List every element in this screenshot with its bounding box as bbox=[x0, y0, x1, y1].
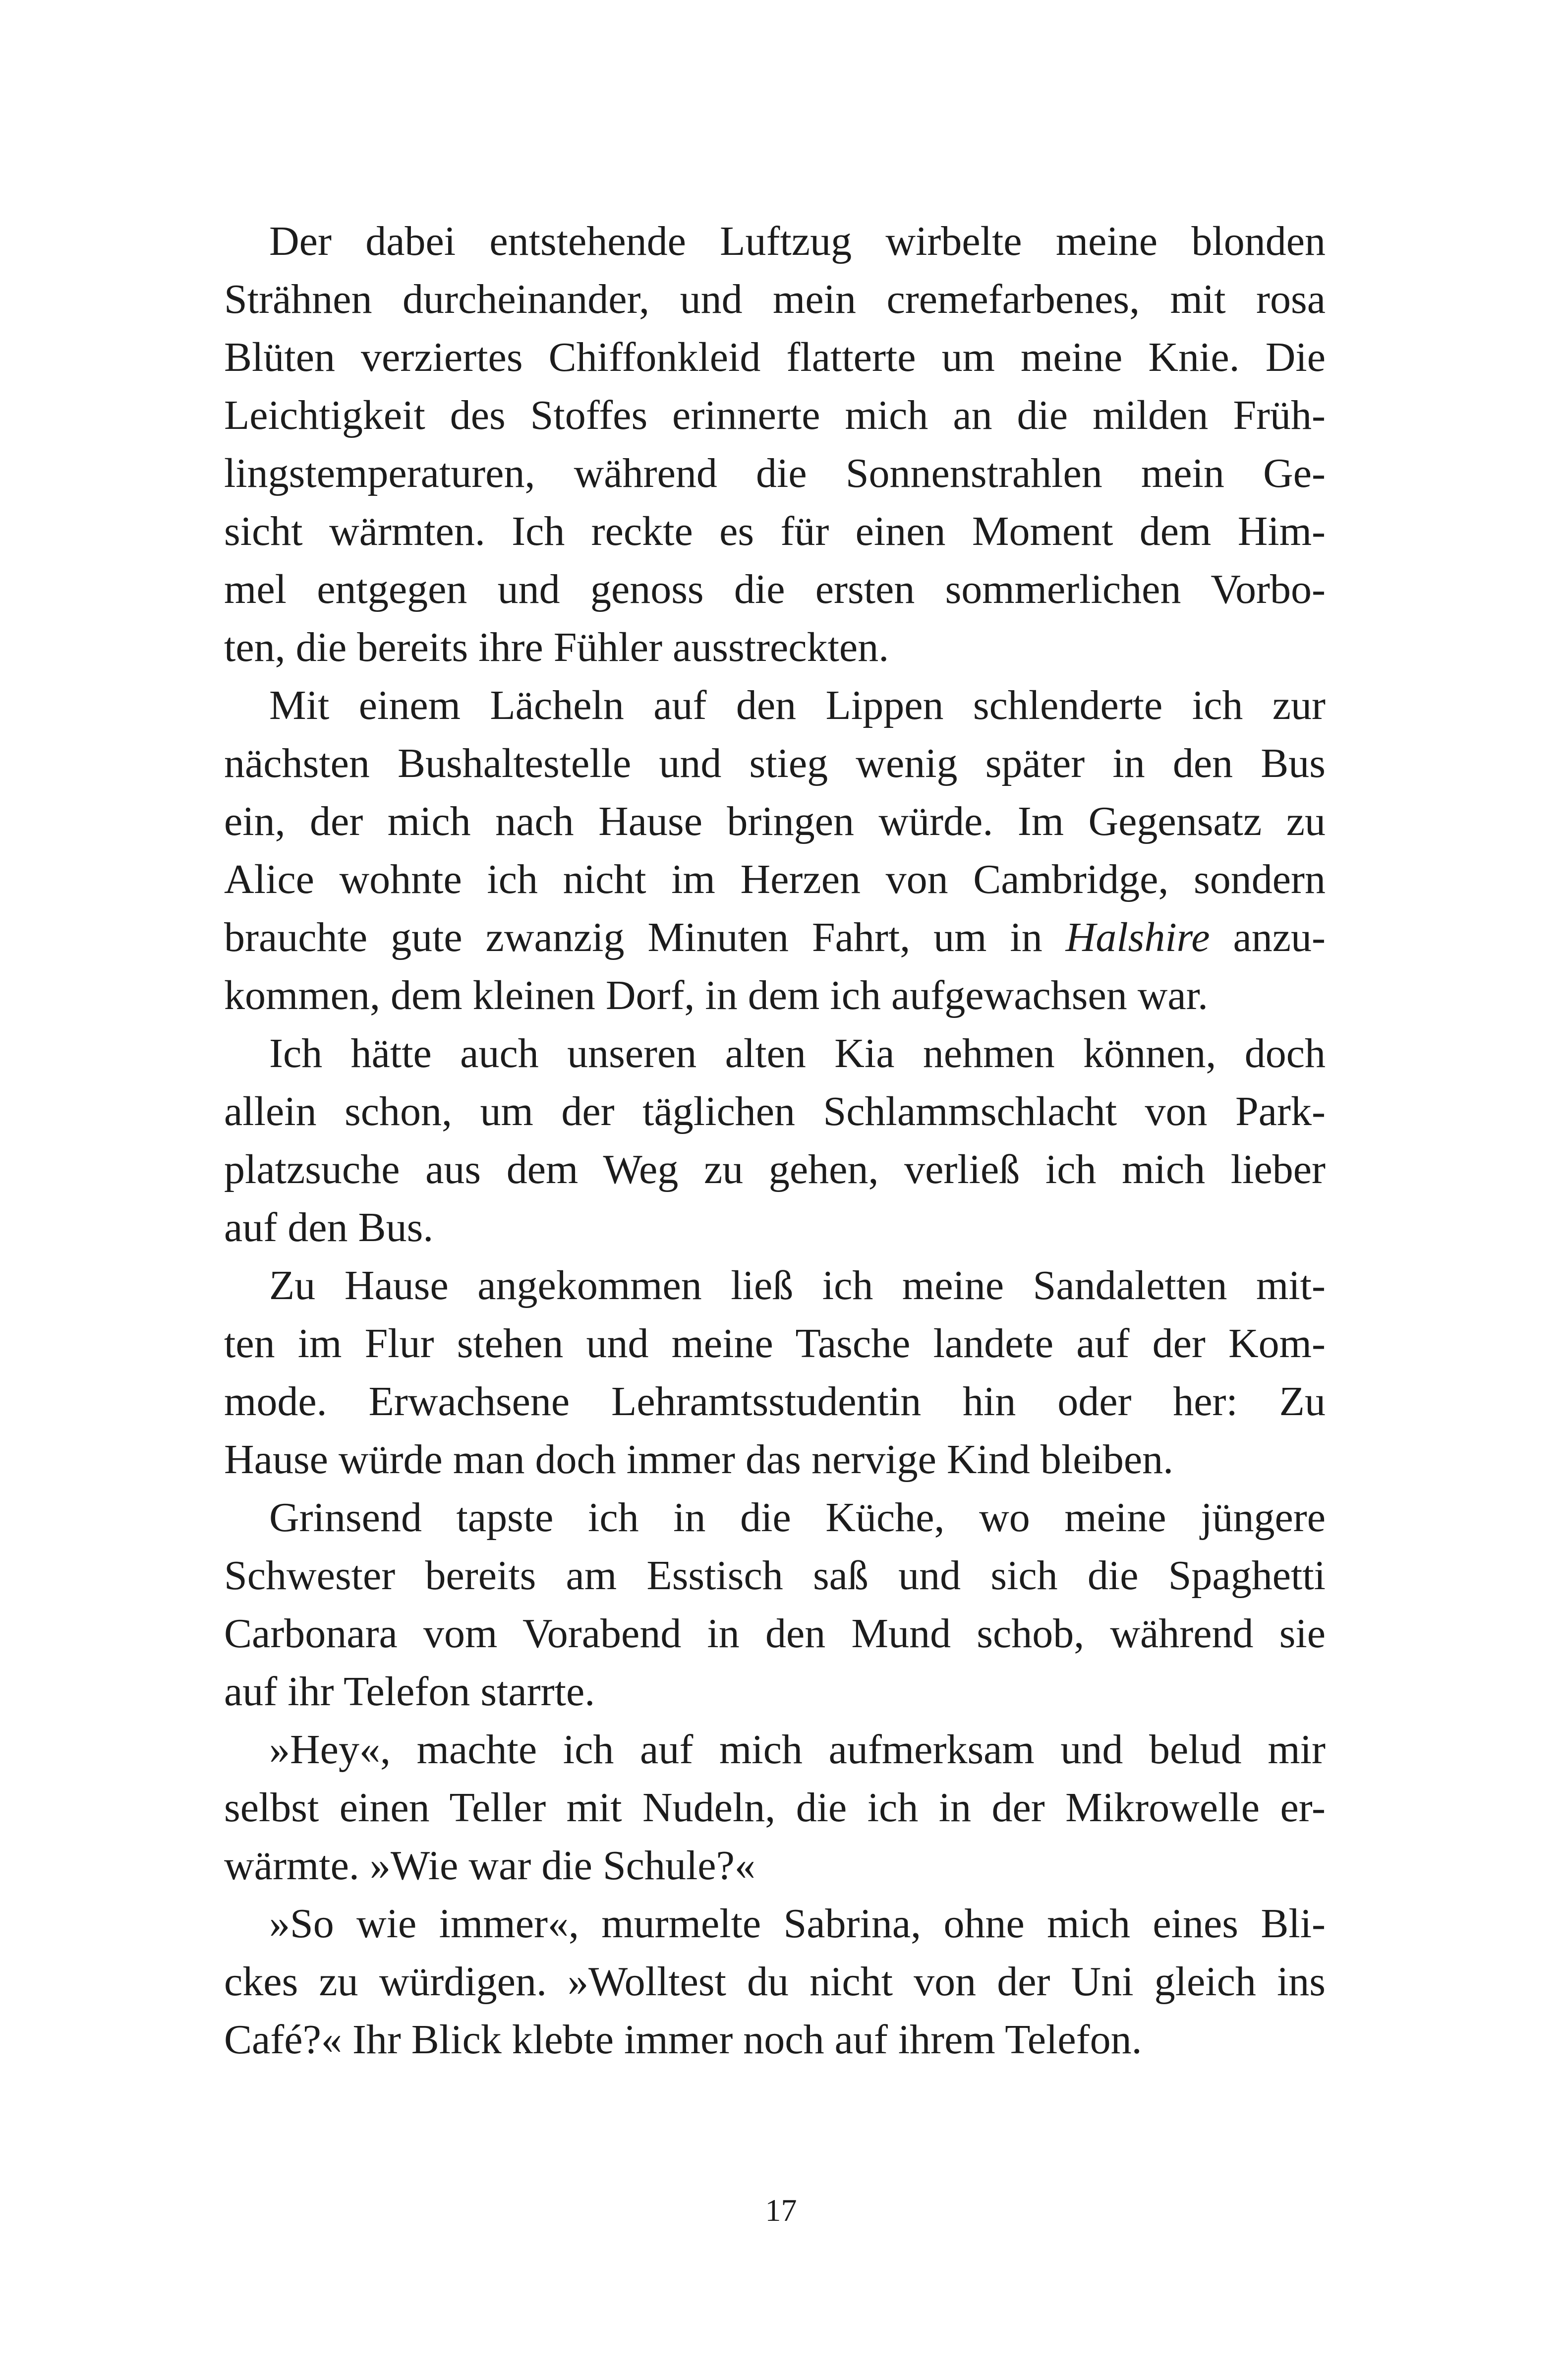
text-line: lingstemperaturen, während die Sonnenstrahlen mein Ge- bbox=[224, 450, 1326, 496]
text-line: mel entgegen und genoss die ersten sommerlichen Vorbo- bbox=[224, 566, 1326, 612]
text-line: sicht wärmten. Ich reckte es für einen Moment dem Him- bbox=[224, 508, 1326, 554]
text-line: Carbonara vom Vorabend in den Mund schob, während sie bbox=[224, 1610, 1326, 1657]
text-line: auf ihr Telefon starrte. bbox=[224, 1668, 595, 1715]
text-line: ten im Flur stehen und meine Tasche landete auf der Kom- bbox=[224, 1320, 1326, 1367]
text-line: ten, die bereits ihre Fühler ausstreckten. bbox=[224, 624, 889, 670]
paragraph bbox=[224, 676, 1326, 1024]
text-line: ein, der mich nach Hause bringen würde. Im Gegensatz zu bbox=[224, 798, 1326, 844]
paragraph bbox=[224, 1895, 1326, 2069]
text-line bbox=[224, 908, 1326, 966]
text-line: mode. Erwachsene Lehramtsstudentin hin oder her: Zu bbox=[224, 1378, 1326, 1425]
text-line: Der dabei entstehende Luftzug wirbelte meine blonden bbox=[269, 218, 1326, 264]
place-name-italic: Halshire bbox=[1065, 914, 1210, 960]
text-line: »So wie immer«, murmelte Sabrina, ohne mich eines Bli- bbox=[269, 1901, 1326, 1947]
text-line: Hause würde man doch immer das nervige Kind bleiben. bbox=[224, 1436, 1174, 1483]
paragraph bbox=[224, 1024, 1326, 1256]
text-line: Strähnen durcheinander, und mein cremefarbenes, mit rosa bbox=[224, 276, 1326, 322]
text-line: Zu Hause angekommen ließ ich meine Sandaletten mit- bbox=[269, 1262, 1326, 1309]
text-line: Blüten verziertes Chiffonkleid flatterte um meine Knie. Die bbox=[224, 334, 1326, 380]
text-line: kommen, dem kleinen Dorf, in dem ich aufgewachsen war. bbox=[224, 972, 1209, 1018]
text-line: nächsten Bushaltestelle und stieg wenig später in den Bus bbox=[224, 740, 1326, 786]
text-line: allein schon, um der täglichen Schlammschlacht von Park- bbox=[224, 1088, 1326, 1134]
paragraph bbox=[224, 212, 1326, 676]
paragraph bbox=[224, 1488, 1326, 1721]
text-line: Grinsend tapste ich in die Küche, wo meine jüngere bbox=[269, 1494, 1326, 1541]
text-segment: brauchte gute zwanzig Minuten Fahrt, um in bbox=[224, 914, 1066, 960]
paragraph bbox=[224, 1721, 1326, 1895]
text-line: Mit einem Lächeln auf den Lippen schlenderte ich zur bbox=[269, 682, 1326, 728]
page-number: 17 bbox=[765, 2193, 797, 2228]
text-segment: anzu- bbox=[1210, 914, 1326, 960]
text-line: »Hey«, machte ich auf mich aufmerksam und belud mir bbox=[269, 1726, 1326, 1773]
text-line: Leichtigkeit des Stoffes erinnerte mich an die milden Früh- bbox=[224, 392, 1326, 438]
text-line: wärmte. »Wie war die Schule?« bbox=[224, 1843, 755, 1889]
text-line: ckes zu würdigen. »Wolltest du nicht von der Uni gleich ins bbox=[224, 1959, 1326, 2005]
text-line: auf den Bus. bbox=[224, 1204, 434, 1250]
paragraph bbox=[224, 1256, 1326, 1488]
text-line: Ich hätte auch unseren alten Kia nehmen können, doch bbox=[269, 1030, 1326, 1076]
text-line: Café?« Ihr Blick klebte immer noch auf ihrem Telefon. bbox=[224, 2017, 1142, 2063]
text-line: Alice wohnte ich nicht im Herzen von Cambridge, sondern bbox=[224, 856, 1326, 902]
text-line: selbst einen Teller mit Nudeln, die ich in der Mikrowelle er- bbox=[224, 1785, 1326, 1831]
text-line: Schwester bereits am Esstisch saß und sich die Spaghetti bbox=[224, 1552, 1326, 1599]
text-line: platzsuche aus dem Weg zu gehen, verließ ich mich lieber bbox=[224, 1146, 1326, 1192]
body-text bbox=[224, 212, 1326, 2069]
